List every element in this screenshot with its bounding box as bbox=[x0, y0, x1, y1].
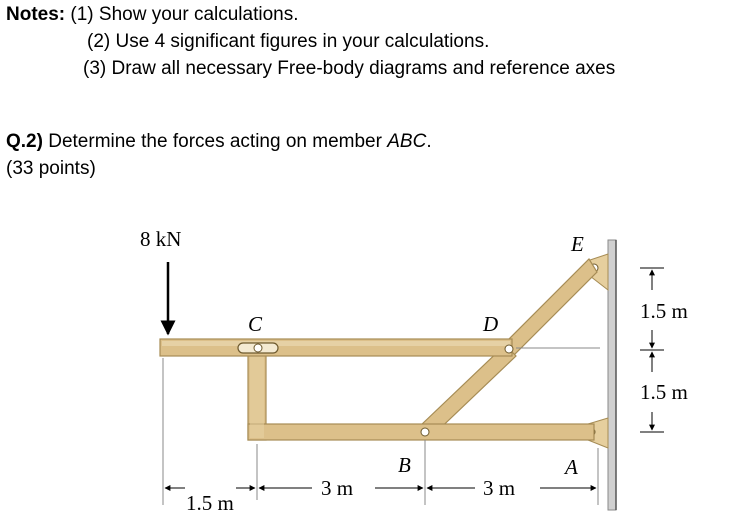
member-CD bbox=[160, 339, 512, 356]
dim-horizontal-mid: 3 m bbox=[321, 476, 354, 500]
question-label: Q.2) bbox=[6, 131, 43, 152]
member-DE bbox=[505, 259, 597, 356]
question-text-end: . bbox=[426, 131, 432, 152]
member-ABC bbox=[248, 355, 594, 440]
vertical-dimension bbox=[640, 268, 664, 432]
dim-horizontal-right: 3 m bbox=[483, 476, 516, 500]
question-member: ABC bbox=[387, 131, 427, 152]
label-C: C bbox=[248, 312, 263, 336]
note-item-1: (1) Show your calculations. bbox=[70, 4, 299, 25]
slot-C bbox=[238, 343, 278, 353]
note-item-2: (2) Use 4 significant figures in your calculations. bbox=[87, 31, 490, 52]
wall bbox=[608, 240, 616, 510]
load-label: 8 kN bbox=[140, 227, 182, 251]
label-A: A bbox=[565, 455, 578, 479]
question-text: Determine the forces acting on member bbox=[48, 131, 388, 152]
dim-vertical-bottom: 1.5 m bbox=[640, 380, 688, 404]
label-B: B bbox=[398, 453, 411, 477]
notes-heading: Notes: bbox=[6, 4, 66, 25]
pin-D bbox=[505, 345, 513, 353]
pin-B bbox=[421, 428, 429, 436]
dim-vertical-top: 1.5 m bbox=[640, 299, 688, 323]
label-E: E bbox=[571, 232, 584, 256]
dim-horizontal-left: 1.5 m bbox=[186, 491, 234, 515]
note-item-3: (3) Draw all necessary Free-body diagrams and reference axes bbox=[83, 58, 616, 79]
question-points: (33 points) bbox=[6, 158, 96, 179]
label-D: D bbox=[483, 312, 499, 336]
